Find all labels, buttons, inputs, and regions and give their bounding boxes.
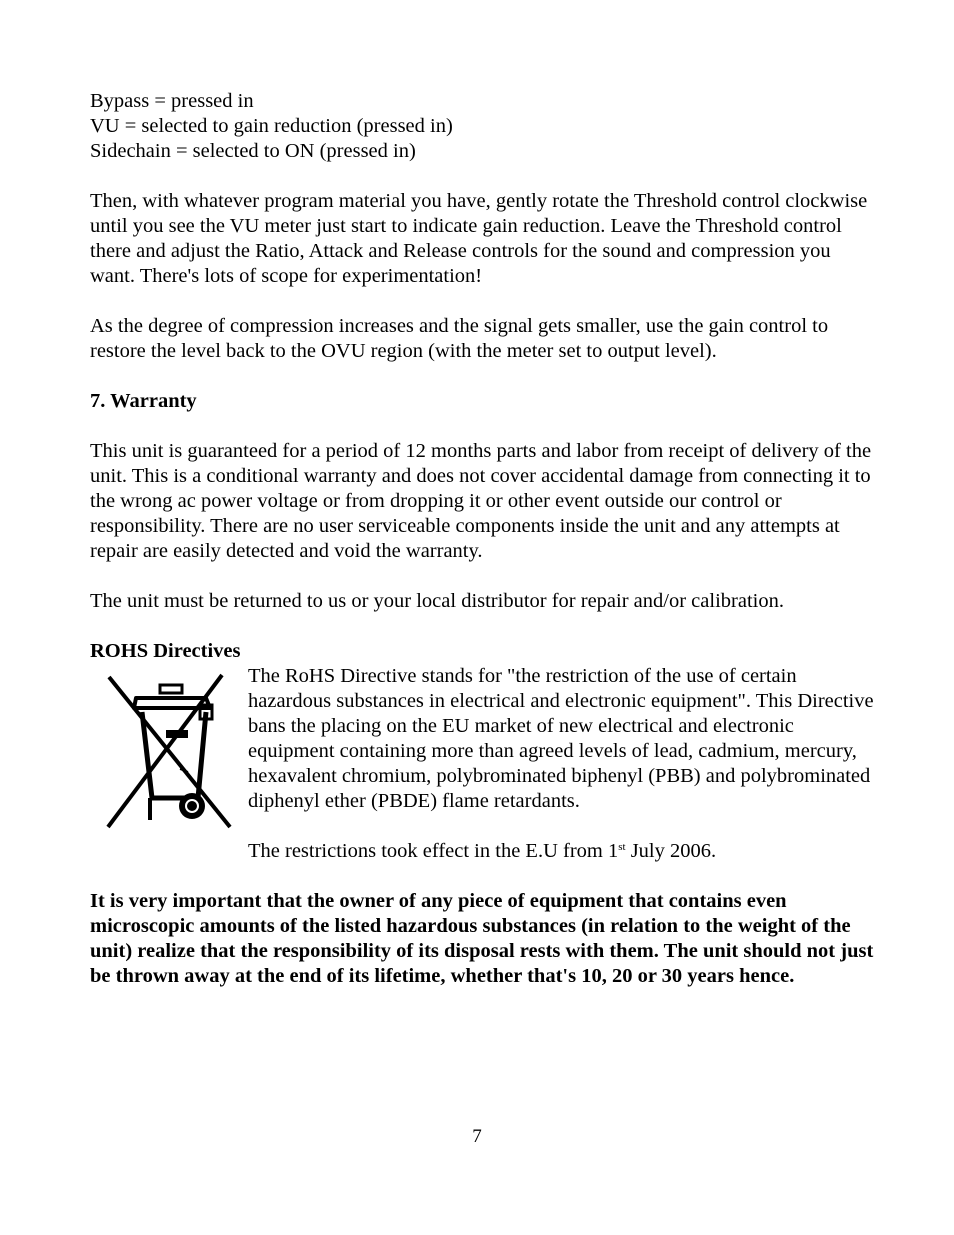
settings-line-sidechain: Sidechain = selected to ON (pressed in) <box>90 140 416 162</box>
crossed-out-wheelie-bin-icon <box>106 672 234 830</box>
settings-list <box>90 89 880 164</box>
settings-line-bypass: Bypass = pressed in <box>90 90 254 112</box>
disposal-notice: It is very important that the owner of any piece of equipment that contains even microscopic amounts of the listed hazardous substances (in relation to the weight of the unit) realize that the responsibility of its disposal rests with them. The unit should not just be thrown away at the end of its lifetime, whether that's 10, 20 or 30 years hence. <box>90 890 874 987</box>
warranty-paragraph: This unit is guaranteed for a period of 12 months parts and labor from receipt of delivery of the unit. This is a conditional warranty and does not cover accidental damage from connecting it to the wrong ac power voltage or from dropping it or other event outside our control or responsibility. There are no user serviceable components inside the unit and any attempts at repair are easily detected and void the warranty. <box>90 440 872 562</box>
rohs-effect-after: July 2006. <box>625 840 717 862</box>
rohs-text-column <box>248 664 880 864</box>
warranty-return-paragraph: The unit must be returned to us or your local distributor for repair and/or calibration. <box>90 590 784 612</box>
page-number: 7 <box>472 1126 482 1147</box>
settings-line-vu: VU = selected to gain reduction (pressed in) <box>90 115 453 137</box>
rohs-section <box>90 664 880 864</box>
rohs-heading: ROHS Directives <box>90 640 241 662</box>
rohs-paragraph: The RoHS Directive stands for "the restriction of the use of certain hazardous substances in electrical and electronic equipment". This Directive bans the placing on the EU market of new electrical and electronic equipment containing more than agreed levels of lead, cadmium, mercury, hexavalent chromium, polybrominated biphenyl (PBB) and polybrominated diphenyl ether (PBDE) flame retardants. <box>248 665 874 812</box>
rohs-effect-date <box>248 839 880 864</box>
threshold-paragraph: Then, with whatever program material you have, gently rotate the Threshold control clockwise until you see the VU meter just start to indicate gain reduction. Leave the Threshold control there and adjust the Ratio, Attack and Release controls for the sound and compression you want. There's lots of scope for experimentation! <box>90 190 868 287</box>
rohs-effect-ordinal: st <box>618 841 626 853</box>
warranty-heading: 7. Warranty <box>90 390 197 412</box>
document-page <box>90 89 880 989</box>
rohs-effect-before: The restrictions took effect in the E.U from 1 <box>248 840 619 862</box>
gain-paragraph: As the degree of compression increases and the signal gets smaller, use the gain control to restore the level back to the OVU region (with the meter set to output level). <box>90 315 829 362</box>
